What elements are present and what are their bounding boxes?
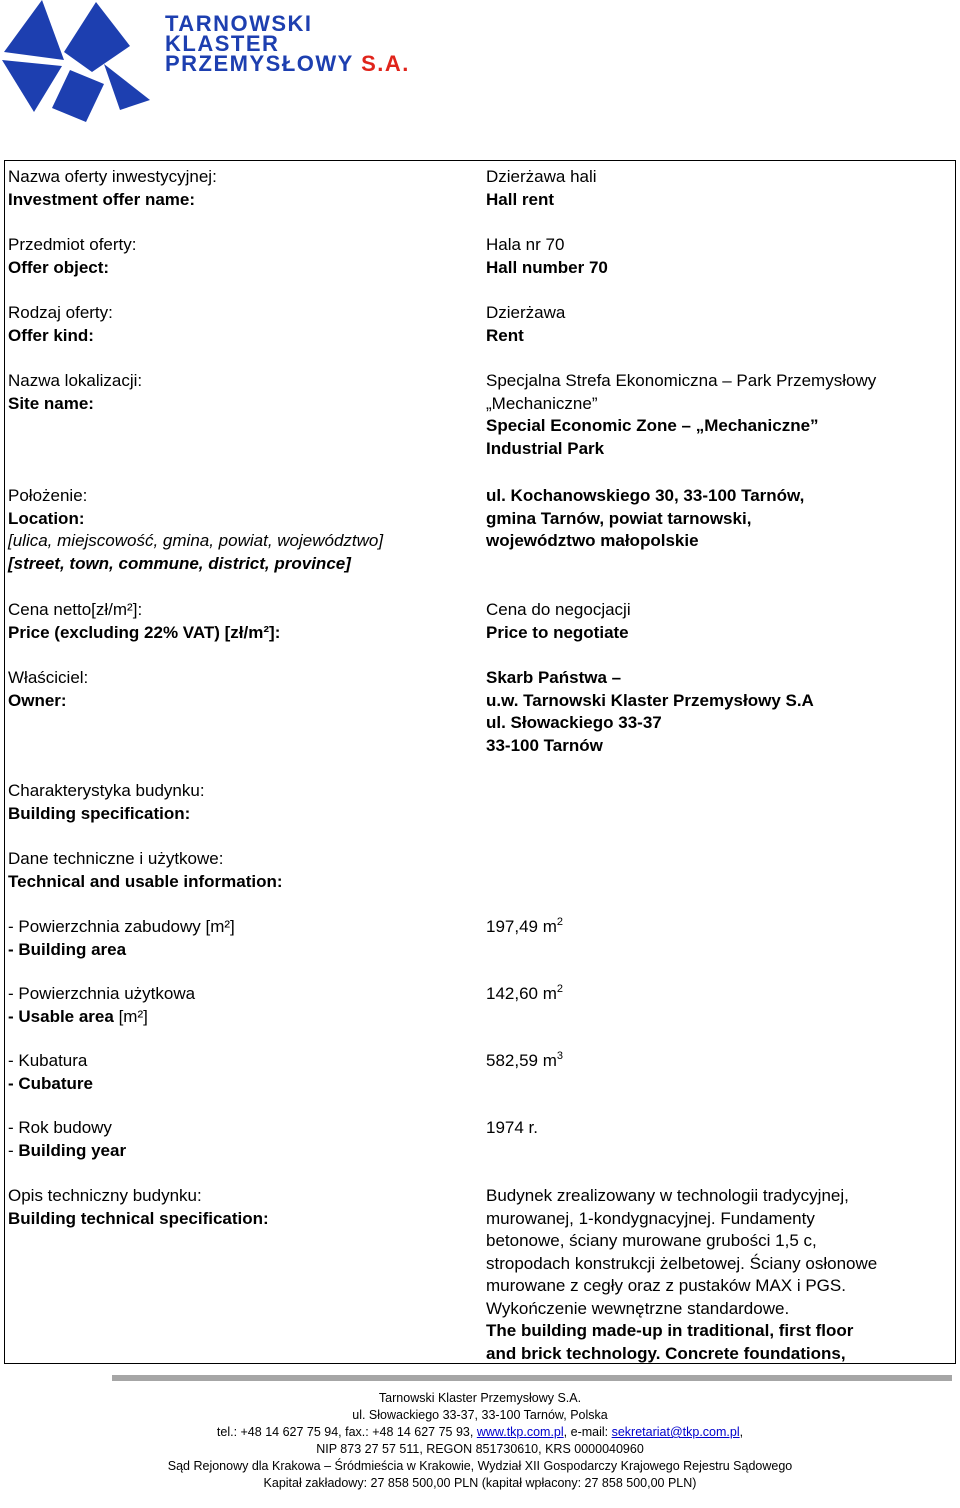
location-value-1: ul. Kochanowskiego 30, 33-100 Tarnów, <box>486 486 805 505</box>
website-link[interactable]: www.tkp.com.pl <box>476 1425 564 1439</box>
footer <box>0 1390 960 1492</box>
cubature-label-pl: - Kubatura <box>8 1051 88 1070</box>
cubature-unit-exp: 3 <box>556 1050 564 1062</box>
tech-desc-pl-3: betonowe, ściany murowane grubości 1,5 c, <box>486 1231 817 1250</box>
offer-kind-label-pl: Rodzaj oferty: <box>8 303 113 322</box>
brand-line-3: PRZEMYSŁOWY S.A. <box>165 51 410 76</box>
building-area-label-pl: - Powierzchnia zabudowy [m²] <box>8 917 235 936</box>
cubature-label-en: - Cubature <box>8 1073 93 1093</box>
footer-divider <box>112 1375 952 1381</box>
footer-capital: Kapitał zakładowy: 27 858 500,00 PLN (kapitał wpłacony: 27 858 500,00 PLN) <box>263 1476 697 1490</box>
cubature-value: 582,59 m <box>486 1051 557 1070</box>
usable-area-unit-exp: 2 <box>556 983 564 995</box>
site-name-value-en-1: Special Economic Zone – „Mechaniczne” <box>486 416 819 435</box>
email-link[interactable]: sekretariat@tkp.com.pl <box>611 1425 740 1439</box>
price-label-pl: Cena netto[zł/m²]: <box>8 600 143 619</box>
company-logo <box>0 0 150 125</box>
usable-area-label-pl: - Powierzchnia użytkowa <box>8 984 196 1003</box>
offer-name-label-en: Investment offer name: <box>8 189 196 209</box>
owner-value-2: u.w. Tarnowski Klaster Przemysłowy S.A <box>486 690 814 710</box>
tech-desc-pl-1: Budynek zrealizowany w technologii tradycyjnej, <box>486 1186 849 1205</box>
location-label-pl: Położenie: <box>8 486 88 505</box>
offer-name-value-pl: Dzierżawa hali <box>486 167 597 186</box>
location-hint-pl: [ulica, miejscowość, gmina, powiat, województwo] <box>8 531 384 550</box>
offer-object-value-en: Hall number 70 <box>486 257 608 277</box>
offer-kind-value-en: Rent <box>486 325 524 345</box>
usable-area-label-en: - Usable area <box>8 1006 114 1026</box>
owner-value-3: ul. Słowackiego 33-37 <box>486 713 662 732</box>
offer-name-value-en: Hall rent <box>486 189 555 209</box>
brand-line-2: KLASTER <box>165 31 280 56</box>
building-spec-label-pl: Charakterystyka budynku: <box>8 781 205 800</box>
site-name-value-en-2: Industrial Park <box>486 438 605 458</box>
building-area-label-en: - Building area <box>8 939 127 959</box>
building-area-unit-exp: 2 <box>556 916 564 928</box>
footer-court: Sąd Rejonowy dla Krakowa – Śródmieścia w Krakowie, Wydział XII Gospodarczy Krajowego Rejestru Sądowego <box>167 1459 793 1473</box>
building-area-value: 197,49 m <box>486 917 557 936</box>
brand-suffix: S.A. <box>361 51 410 76</box>
offer-kind-value-pl: Dzierżawa <box>486 303 566 322</box>
offer-kind-label-en: Offer kind: <box>8 325 94 345</box>
tech-desc-en-2: and brick technology. Concrete foundations, <box>486 1343 846 1363</box>
offer-object-value-pl: Hala nr 70 <box>486 235 565 254</box>
year-label-pl: - Rok budowy <box>8 1118 112 1137</box>
tech-info-label-pl: Dane techniczne i użytkowe: <box>8 849 224 868</box>
building-spec-label-en: Building specification: <box>8 803 191 823</box>
owner-label-pl: Właściciel: <box>8 668 89 687</box>
usable-area-label-unit: [m²] <box>113 1006 148 1026</box>
tech-desc-pl-6: Wykończenie wewnętrzne standardowe. <box>486 1298 790 1318</box>
price-label-en: Price (excluding 22% VAT) [zł/m²]: <box>8 622 281 642</box>
location-hint-en: [street, town, commune, district, province] <box>8 553 351 573</box>
price-value-pl: Cena do negocjacji <box>486 600 631 619</box>
site-name-label-en: Site name: <box>8 393 94 413</box>
price-value-en: Price to negotiate <box>486 622 629 642</box>
tech-desc-pl-4: stropodach konstrukcji żelbetowej. Ściany osłonowe <box>486 1253 878 1273</box>
year-label-en: Building year <box>18 1140 127 1160</box>
location-value-2: gmina Tarnów, powiat tarnowski, <box>486 508 752 528</box>
brand-name <box>165 11 410 76</box>
footer-address: ul. Słowackiego 33-37, 33-100 Tarnów, Polska <box>352 1408 608 1422</box>
footer-contact: tel.: +48 14 627 75 94, fax.: +48 14 627 75 93, www.tkp.com.pl, e-mail: sekretariat@tkp.com.pl, <box>216 1425 744 1439</box>
year-label-en-prefix: - <box>8 1140 19 1160</box>
tech-desc-pl-2: murowanej, 1-kondygnacyjnej. Fundamenty <box>486 1208 815 1228</box>
year-value: 1974 r. <box>486 1118 538 1137</box>
brand-line-1: TARNOWSKI <box>165 11 313 36</box>
tech-desc-pl-5: murowane z cegły oraz z pustaków MAX i PGS. <box>486 1276 846 1295</box>
tech-desc-label-pl: Opis techniczny budynku: <box>8 1186 202 1205</box>
footer-company: Tarnowski Klaster Przemysłowy S.A. <box>378 1391 582 1405</box>
owner-value-4: 33-100 Tarnów <box>486 735 603 755</box>
site-name-label-pl: Nazwa lokalizacji: <box>8 371 143 390</box>
location-value-3: województwo małopolskie <box>486 531 699 550</box>
tech-desc-label-en: Building technical specification: <box>8 1208 269 1228</box>
owner-value-1: Skarb Państwa – <box>486 668 622 687</box>
site-name-value-pl-1: Specjalna Strefa Ekonomiczna – Park Przemysłowy <box>486 371 877 390</box>
footer-ids: NIP 873 27 57 511, REGON 851730610, KRS 0000040960 <box>316 1442 644 1456</box>
site-name-value-pl-2: „Mechaniczne” <box>486 393 598 413</box>
tech-desc-en-1: The building made-up in traditional, first floor <box>486 1321 854 1340</box>
owner-label-en: Owner: <box>8 690 67 710</box>
offer-object-label-en: Offer object: <box>8 257 110 277</box>
offer-object-label-pl: Przedmiot oferty: <box>8 235 137 254</box>
offer-name-label-pl: Nazwa oferty inwestycyjnej: <box>8 167 217 186</box>
location-label-en: Location: <box>8 508 85 528</box>
tech-info-label-en: Technical and usable information: <box>8 871 283 891</box>
usable-area-value: 142,60 m <box>486 984 557 1003</box>
